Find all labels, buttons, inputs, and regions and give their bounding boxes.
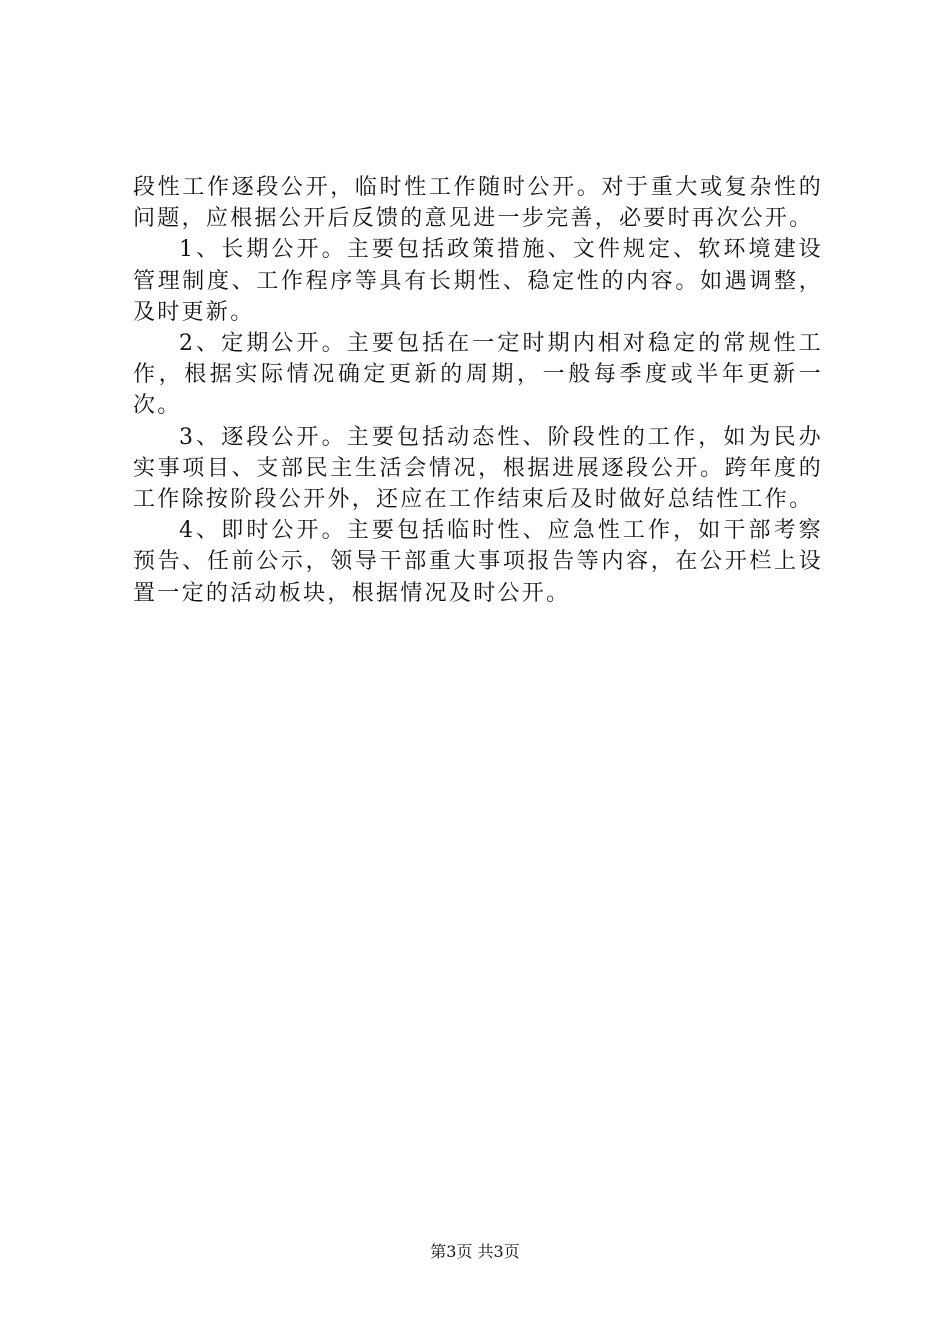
paragraph-long-term-disclosure: 1、长期公开。主要包括政策措施、文件规定、软环境建设管理制度、工作程序等具有长期性、稳定性的内容。如遇调整，及时更新。 bbox=[133, 237, 823, 325]
paragraph-immediate-disclosure: 4、即时公开。主要包括临时性、应急性工作，如干部考察预告、任前公示，领导干部重大事项报告等内容，在公开栏上设置一定的活动板块，根据情况及时公开。 bbox=[133, 518, 823, 606]
paragraph-periodic-disclosure: 2、定期公开。主要包括在一定时期内相对稳定的常规性工作，根据实际情况确定更新的周期，一般每季度或半年更新一次。 bbox=[133, 331, 823, 419]
paragraph-phased-disclosure: 3、逐段公开。主要包括动态性、阶段性的工作，如为民办实事项目、支部民主生活会情况，根据进展逐段公开。跨年度的工作除按阶段公开外，还应在工作结束后及时做好总结性工作。 bbox=[133, 424, 823, 513]
paragraph-continuation: 段性工作逐段公开，临时性工作随时公开。对于重大或复杂性的问题，应根据公开后反馈的意见进一步完善，必要时再次公开。 bbox=[133, 175, 823, 232]
page-number-footer: 第3页 共3页 bbox=[430, 1242, 520, 1261]
document-body bbox=[133, 172, 823, 609]
